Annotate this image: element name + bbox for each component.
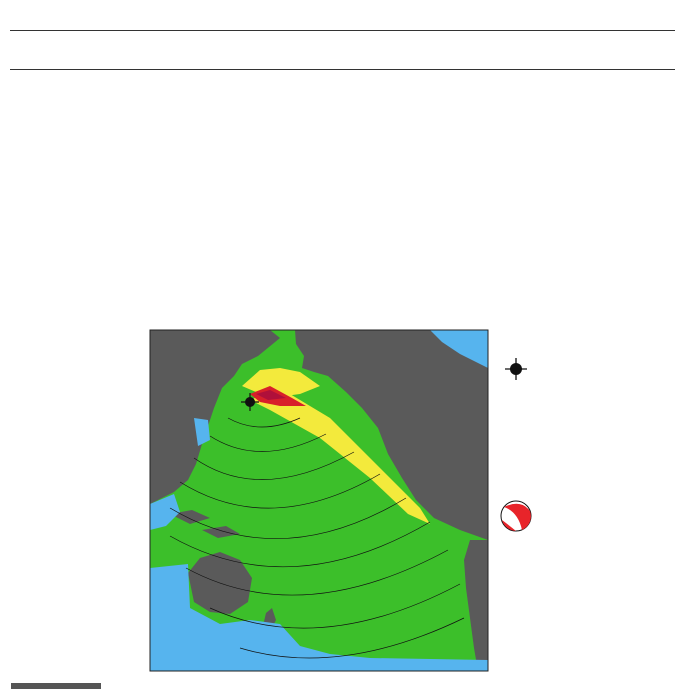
focal-mechanism-icon — [501, 501, 531, 531]
forecast-table — [10, 30, 675, 70]
table-header-row — [10, 31, 675, 70]
header-province — [10, 31, 121, 70]
earthquake-star-icon — [505, 358, 527, 380]
cutoff-bar — [11, 683, 101, 689]
map-figure — [130, 268, 560, 689]
tsunami-forecast-map — [130, 268, 560, 689]
header-level — [564, 31, 675, 70]
cutoff-text — [11, 683, 111, 689]
header-arrival — [342, 31, 453, 70]
header-amplitude — [453, 31, 564, 70]
earthquake-info-panel — [501, 358, 531, 531]
header-region — [121, 31, 232, 70]
map-area — [150, 330, 488, 671]
header-point — [232, 31, 343, 70]
